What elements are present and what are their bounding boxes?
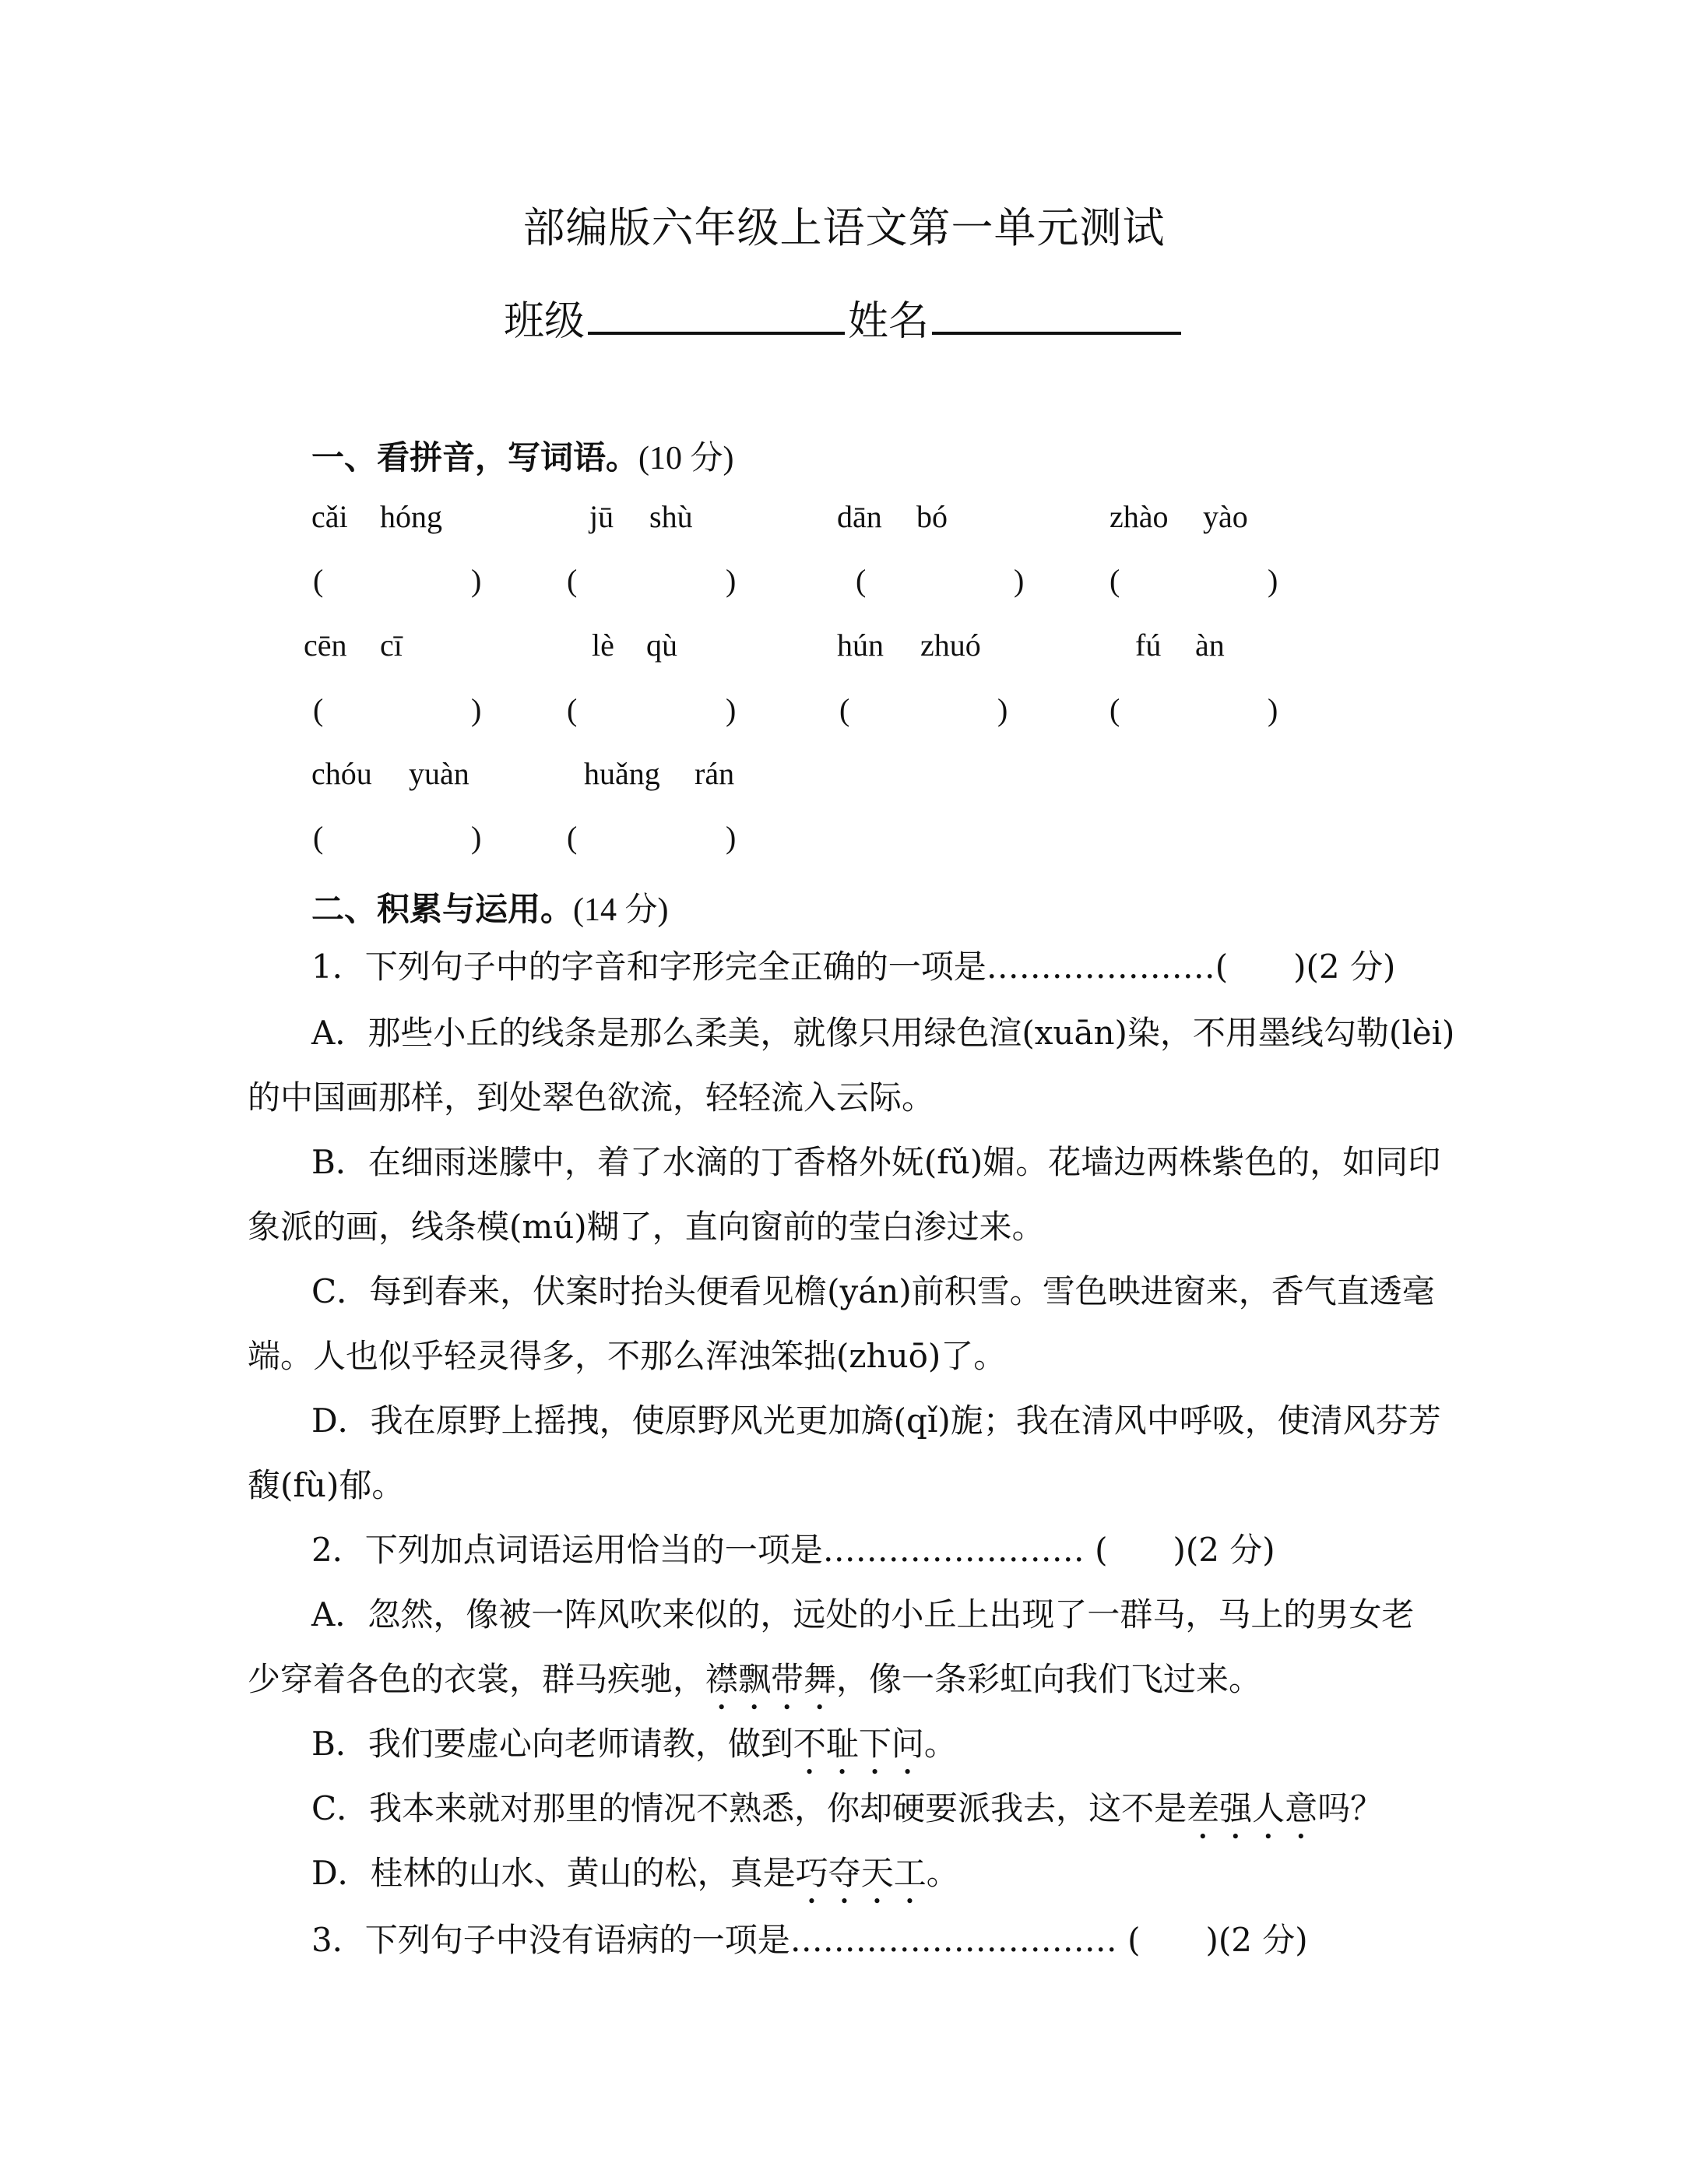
pinyin-syllable: huǎng	[584, 756, 660, 791]
question2-option-c	[311, 1785, 1383, 1846]
answer-paren-open: (	[856, 563, 867, 598]
dotted-phrase: 不耻下问	[793, 1725, 924, 1763]
question1-option-b-cont: 象派的画，线条模(mú)糊了，直向窗前的莹白渗过来。	[248, 1208, 1045, 1246]
section2-title: 二、积累与运用。	[311, 890, 574, 928]
answer-paren-open: (	[313, 692, 324, 727]
pinyin-syllable: chóu	[311, 756, 372, 791]
answer-paren-open: (	[839, 692, 850, 727]
question2-option-b	[311, 1721, 957, 1781]
pinyin-syllable: hún	[837, 628, 884, 663]
class-blank[interactable]	[588, 294, 845, 335]
question2-option-d	[311, 1850, 959, 1911]
question1-option-c-cont: 端。人也似乎轻灵得多，不那么浑浊笨拙(zhuō)了。	[248, 1337, 1007, 1375]
pinyin-syllable: fú	[1135, 628, 1162, 663]
answer-paren-close: )	[1268, 692, 1278, 727]
question1-option-c: C．每到春来，伏案时抬头便看见檐(yán)前积雪。雪色映进窗来，香气直透毫	[311, 1272, 1435, 1310]
question2-stem: 2．下列加点词语运用恰当的一项是…………………… ( )(2 分)	[311, 1531, 1275, 1569]
pinyin-syllable: zhào	[1110, 499, 1169, 534]
section1-heading	[311, 432, 734, 479]
pinyin-syllable: jū	[589, 499, 614, 534]
question1-option-a-cont: 的中国画那样，到处翠色欲流，轻轻流入云际。	[248, 1078, 935, 1117]
pinyin-syllable: cǎi	[311, 499, 348, 534]
answer-paren-close: )	[471, 563, 482, 598]
answer-paren-close: )	[1014, 563, 1025, 598]
option-text: C．我本来就对那里的情况不熟悉，你却硬要派我去，这不是	[311, 1789, 1187, 1827]
section2-heading	[311, 884, 669, 930]
option-text: 。	[926, 1854, 959, 1892]
section1-title: 一、看拼音，写词语。	[311, 438, 639, 477]
dotted-phrase: 差强人意	[1187, 1789, 1318, 1827]
answer-paren-open: (	[567, 692, 578, 727]
pinyin-syllable: hóng	[380, 499, 442, 534]
pinyin-syllable: cēn	[304, 628, 347, 663]
pinyin-syllable: àn	[1195, 628, 1225, 663]
option-text: B．我们要虚心向老师请教，做到	[311, 1725, 793, 1763]
pinyin-syllable: bó	[916, 499, 948, 534]
answer-paren-close: )	[471, 692, 482, 727]
answer-paren-close: )	[726, 563, 737, 598]
answer-paren-open: (	[313, 820, 324, 855]
answer-paren-close: )	[726, 820, 737, 855]
pinyin-syllable: yào	[1203, 499, 1248, 534]
option-text: 吗？	[1317, 1789, 1384, 1827]
dotted-phrase: 襟飘带舞	[705, 1660, 837, 1698]
answer-paren-open: (	[567, 563, 578, 598]
page-title: 部编版六年级上语文第一单元测试	[522, 203, 1166, 252]
answer-paren-close: )	[726, 692, 737, 727]
pinyin-syllable: cī	[380, 628, 403, 663]
question1-option-d: D．我在原野上摇拽，使原野风光更加旖(qǐ)旎；我在清风中呼吸，使清风芬芳	[311, 1401, 1441, 1440]
student-info	[0, 288, 1688, 346]
name-label: 姓名	[848, 298, 930, 345]
section2-points: (14 分)	[573, 892, 669, 928]
name-blank[interactable]	[932, 294, 1181, 335]
answer-paren-open: (	[313, 563, 324, 598]
question1-option-a: A．那些小丘的线条是那么柔美，就像只用绿色渲(xuān)染，不用墨线勾勒(lèi)	[311, 1014, 1455, 1052]
question2-option-a-cont	[248, 1656, 1261, 1717]
question1-stem: 1．下列句子中的字音和字形完全正确的一项是…………………( )(2 分)	[311, 948, 1396, 986]
pinyin-syllable: rán	[695, 756, 735, 791]
answer-paren-open: (	[1110, 563, 1120, 598]
option-text: D．桂林的山水、黄山的松，真是	[311, 1854, 796, 1892]
option-text: 少穿着各色的衣裳，群马疾驰，	[248, 1660, 706, 1698]
dotted-phrase: 巧夺天工	[795, 1854, 927, 1892]
pinyin-syllable: lè	[592, 628, 614, 663]
question3-stem: 3．下列句子中没有语病的一项是………………………… ( )(2 分)	[311, 1921, 1308, 1959]
pinyin-syllable: zhuó	[920, 628, 981, 663]
pinyin-syllable: shù	[649, 499, 693, 534]
pinyin-syllable: yuàn	[409, 756, 469, 791]
section1-points: (10 分)	[638, 441, 734, 477]
answer-paren-close: )	[997, 692, 1008, 727]
pinyin-syllable: dān	[837, 499, 882, 534]
answer-paren-close: )	[1268, 563, 1278, 598]
option-text: 。	[923, 1725, 957, 1763]
pinyin-syllable: qù	[646, 628, 677, 663]
question1-option-d-cont: 馥(fù)郁。	[248, 1466, 405, 1504]
answer-paren-close: )	[471, 820, 482, 855]
class-label: 班级	[503, 298, 585, 345]
answer-paren-open: (	[1110, 692, 1120, 727]
question2-option-a: A．忽然，像被一阵风吹来似的，远处的小丘上出现了一群马，马上的男女老	[311, 1595, 1415, 1634]
answer-paren-open: (	[567, 820, 578, 855]
option-text: ，像一条彩虹向我们飞过来。	[836, 1660, 1262, 1698]
question1-option-b: B．在细雨迷朦中，着了水滴的丁香格外妩(fǔ)媚。花墙边两株紫色的，如同印	[311, 1143, 1441, 1181]
